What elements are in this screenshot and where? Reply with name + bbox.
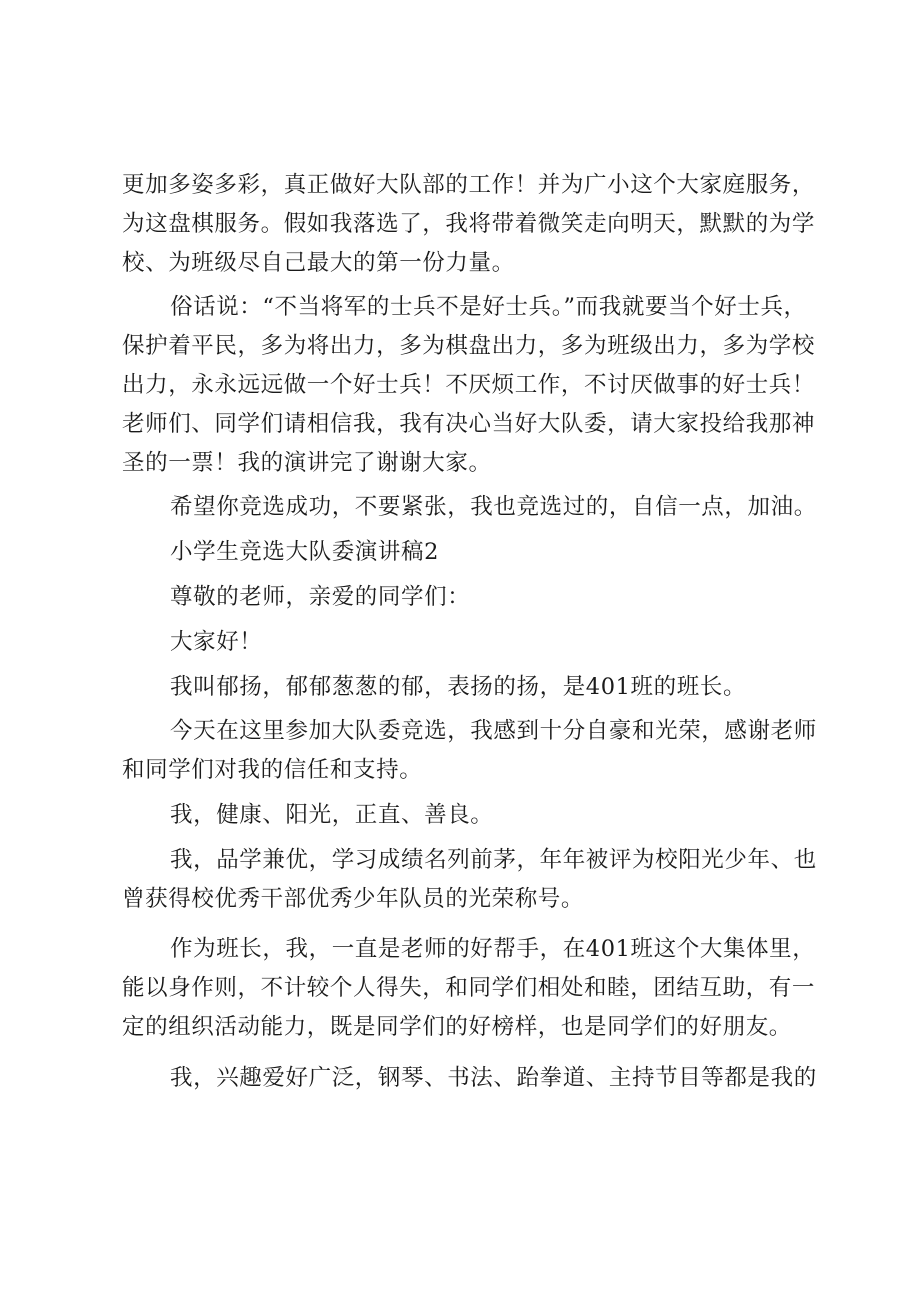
text-line: 尊敬的老师，亲爱的同学们：	[170, 583, 471, 610]
text-line: 保护着平民，多为将出力，多为棋盘出力，多为班级出力，多为学校	[122, 333, 816, 360]
paragraph-greeting	[122, 623, 832, 662]
paragraph-achievements	[122, 841, 832, 919]
text-line: 我，兴趣爱好广泛，钢琴、书法、跆拳道、主持节目等都是我的	[170, 1064, 817, 1091]
text-line: 小学生竞选大队委演讲稿2	[170, 539, 440, 566]
paragraph-salutation	[122, 578, 832, 617]
text-line: 我，健康、阳光，正直、善良。	[170, 801, 494, 828]
text-line: 我，品学兼优，学习成绩名列前茅，年年被评为校阳光少年、也	[170, 846, 817, 873]
text-line: 更加多姿多彩，真正做好大队部的工作！并为广小这个大家庭服务，	[122, 172, 816, 198]
text-line: 我叫郁扬，郁郁葱葱的郁，表扬的扬，是401班的班长。	[170, 673, 747, 700]
text-line: 今天在这里参加大队委竞选，我感到十分自豪和光荣，感谢老师	[170, 718, 817, 745]
text-line: 能以身作则，不计较个人得失，和同学们相处和睦，团结互助，有一	[122, 975, 816, 1002]
document-body	[122, 166, 832, 1098]
paragraph-pride	[122, 712, 832, 790]
text-line: 为这盘棋服务。假如我落选了，我将带着微笑走向明天，默默的为学	[122, 210, 816, 237]
paragraph-hobbies	[122, 1059, 832, 1098]
text-line: 校、为班级尽自己最大的第一份力量。	[122, 249, 515, 276]
text-line: 希望你竞选成功，不要紧张，我也竞选过的，自信一点，加油。	[170, 494, 817, 521]
paragraph-intro	[122, 668, 832, 707]
text-line: 作为班长，我，一直是老师的好帮手，在401班这个大集体里，	[170, 936, 816, 963]
text-line: 出力，永永远远做一个好士兵！不厌烦工作，不讨厌做事的好士兵！	[122, 371, 816, 398]
paragraph-wish	[122, 488, 832, 527]
text-line: 大家好！	[170, 628, 263, 655]
text-line: 定的组织活动能力，既是同学们的好榜样，也是同学们的好朋友。	[122, 1013, 792, 1040]
paragraph-continuation	[122, 166, 832, 282]
text-line: 圣的一票！我的演讲完了谢谢大家。	[122, 449, 492, 476]
paragraph-proverb	[122, 288, 832, 482]
text-line: 老师们、同学们请相信我，我有决心当好大队委，请大家投给我那神	[122, 410, 816, 437]
text-line: 曾获得校优秀干部优秀少年队员的光荣称号。	[122, 885, 585, 912]
text-line: 和同学们对我的信任和支持。	[122, 757, 423, 784]
paragraph-monitor	[122, 930, 832, 1046]
text-line: 俗话说：“不当将军的士兵不是好士兵。”而我就要当个好士兵，	[170, 294, 807, 321]
paragraph-traits	[122, 796, 832, 835]
section-heading	[122, 533, 832, 572]
